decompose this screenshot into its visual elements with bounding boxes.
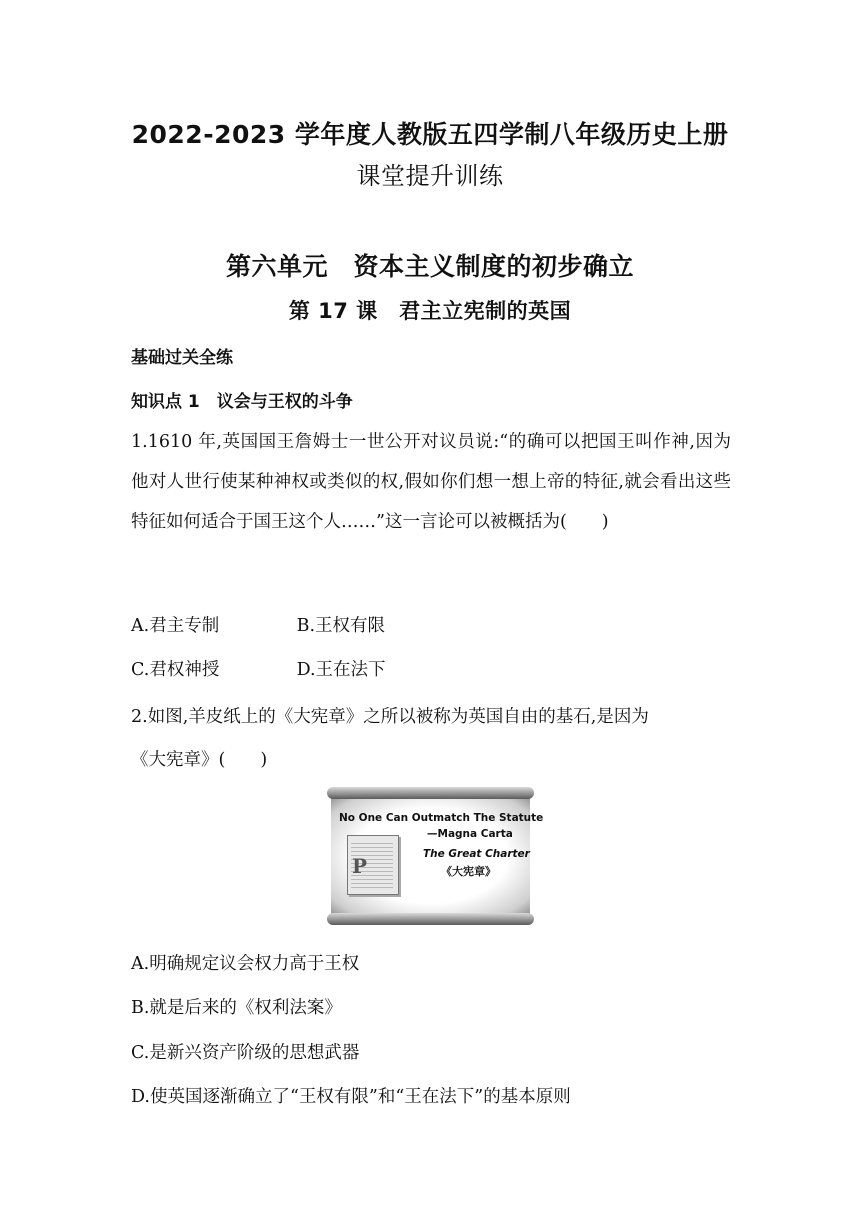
unit-title: 第六单元 资本主义制度的初步确立 <box>225 252 634 281</box>
scroll-roll-top <box>327 787 534 799</box>
question-1-stem: 1.1610 年,英国国王詹姆士一世公开对议员说:“的确可以把国王叫作神,因为他对人世行使某种神权或类似的权,假如你们想一想上帝的特征,就会看出这些特征如何适合于国王这个人……”这一言论可以被概括为( ) <box>131 432 731 532</box>
document-title-line2: 课堂提升训练 <box>356 162 504 190</box>
question-2-stem-line1: 2.如图,羊皮纸上的《大宪章》之所以被称为英国自由的基石,是因为 <box>131 707 649 727</box>
scroll-text-line2: —Magna Carta <box>427 828 513 840</box>
question-1-option-b[interactable]: B.王权有限 <box>296 616 386 636</box>
question-1-option-c[interactable]: C.君权神授 <box>131 660 220 680</box>
section-basic: 基础过关全练 <box>131 348 233 368</box>
knowledge-point-heading: 知识点 1 议会与王权的斗争 <box>131 392 353 412</box>
question-2-option-d[interactable]: D.使英国逐渐确立了“王权有限”和“王在法下”的基本原则 <box>131 1087 571 1107</box>
question-2-stem-line2: 《大宪章》( ) <box>131 750 268 770</box>
charter-initial: P <box>352 854 368 878</box>
question-1-option-a[interactable]: A.君主专制 <box>131 616 220 636</box>
question-2-option-a[interactable]: A.明确规定议会权力高于王权 <box>131 954 360 974</box>
magna-carta-scroll-image <box>327 787 544 927</box>
scroll-text-line1: No One Can Outmatch The Statute <box>339 812 544 824</box>
question-2-option-c[interactable]: C.是新兴资产阶级的思想武器 <box>131 1043 360 1063</box>
lesson-title: 第 17 课 君主立宪制的英国 <box>288 299 572 323</box>
scroll-text-line3: The Great Charter <box>423 848 530 860</box>
charter-document-picture <box>347 835 399 895</box>
question-1-option-d[interactable]: D.王在法下 <box>296 660 386 680</box>
question-1-options-row1 <box>131 612 385 637</box>
question-1-options-row2 <box>131 656 386 681</box>
document-title-line1: 2022-2023 学年度人教版五四学制八年级历史上册 <box>131 120 729 149</box>
scroll-roll-bottom <box>327 913 534 925</box>
question-2-option-b[interactable]: B.就是后来的《权利法案》 <box>131 998 342 1018</box>
scroll-text-line4: 《大宪章》 <box>441 865 496 878</box>
